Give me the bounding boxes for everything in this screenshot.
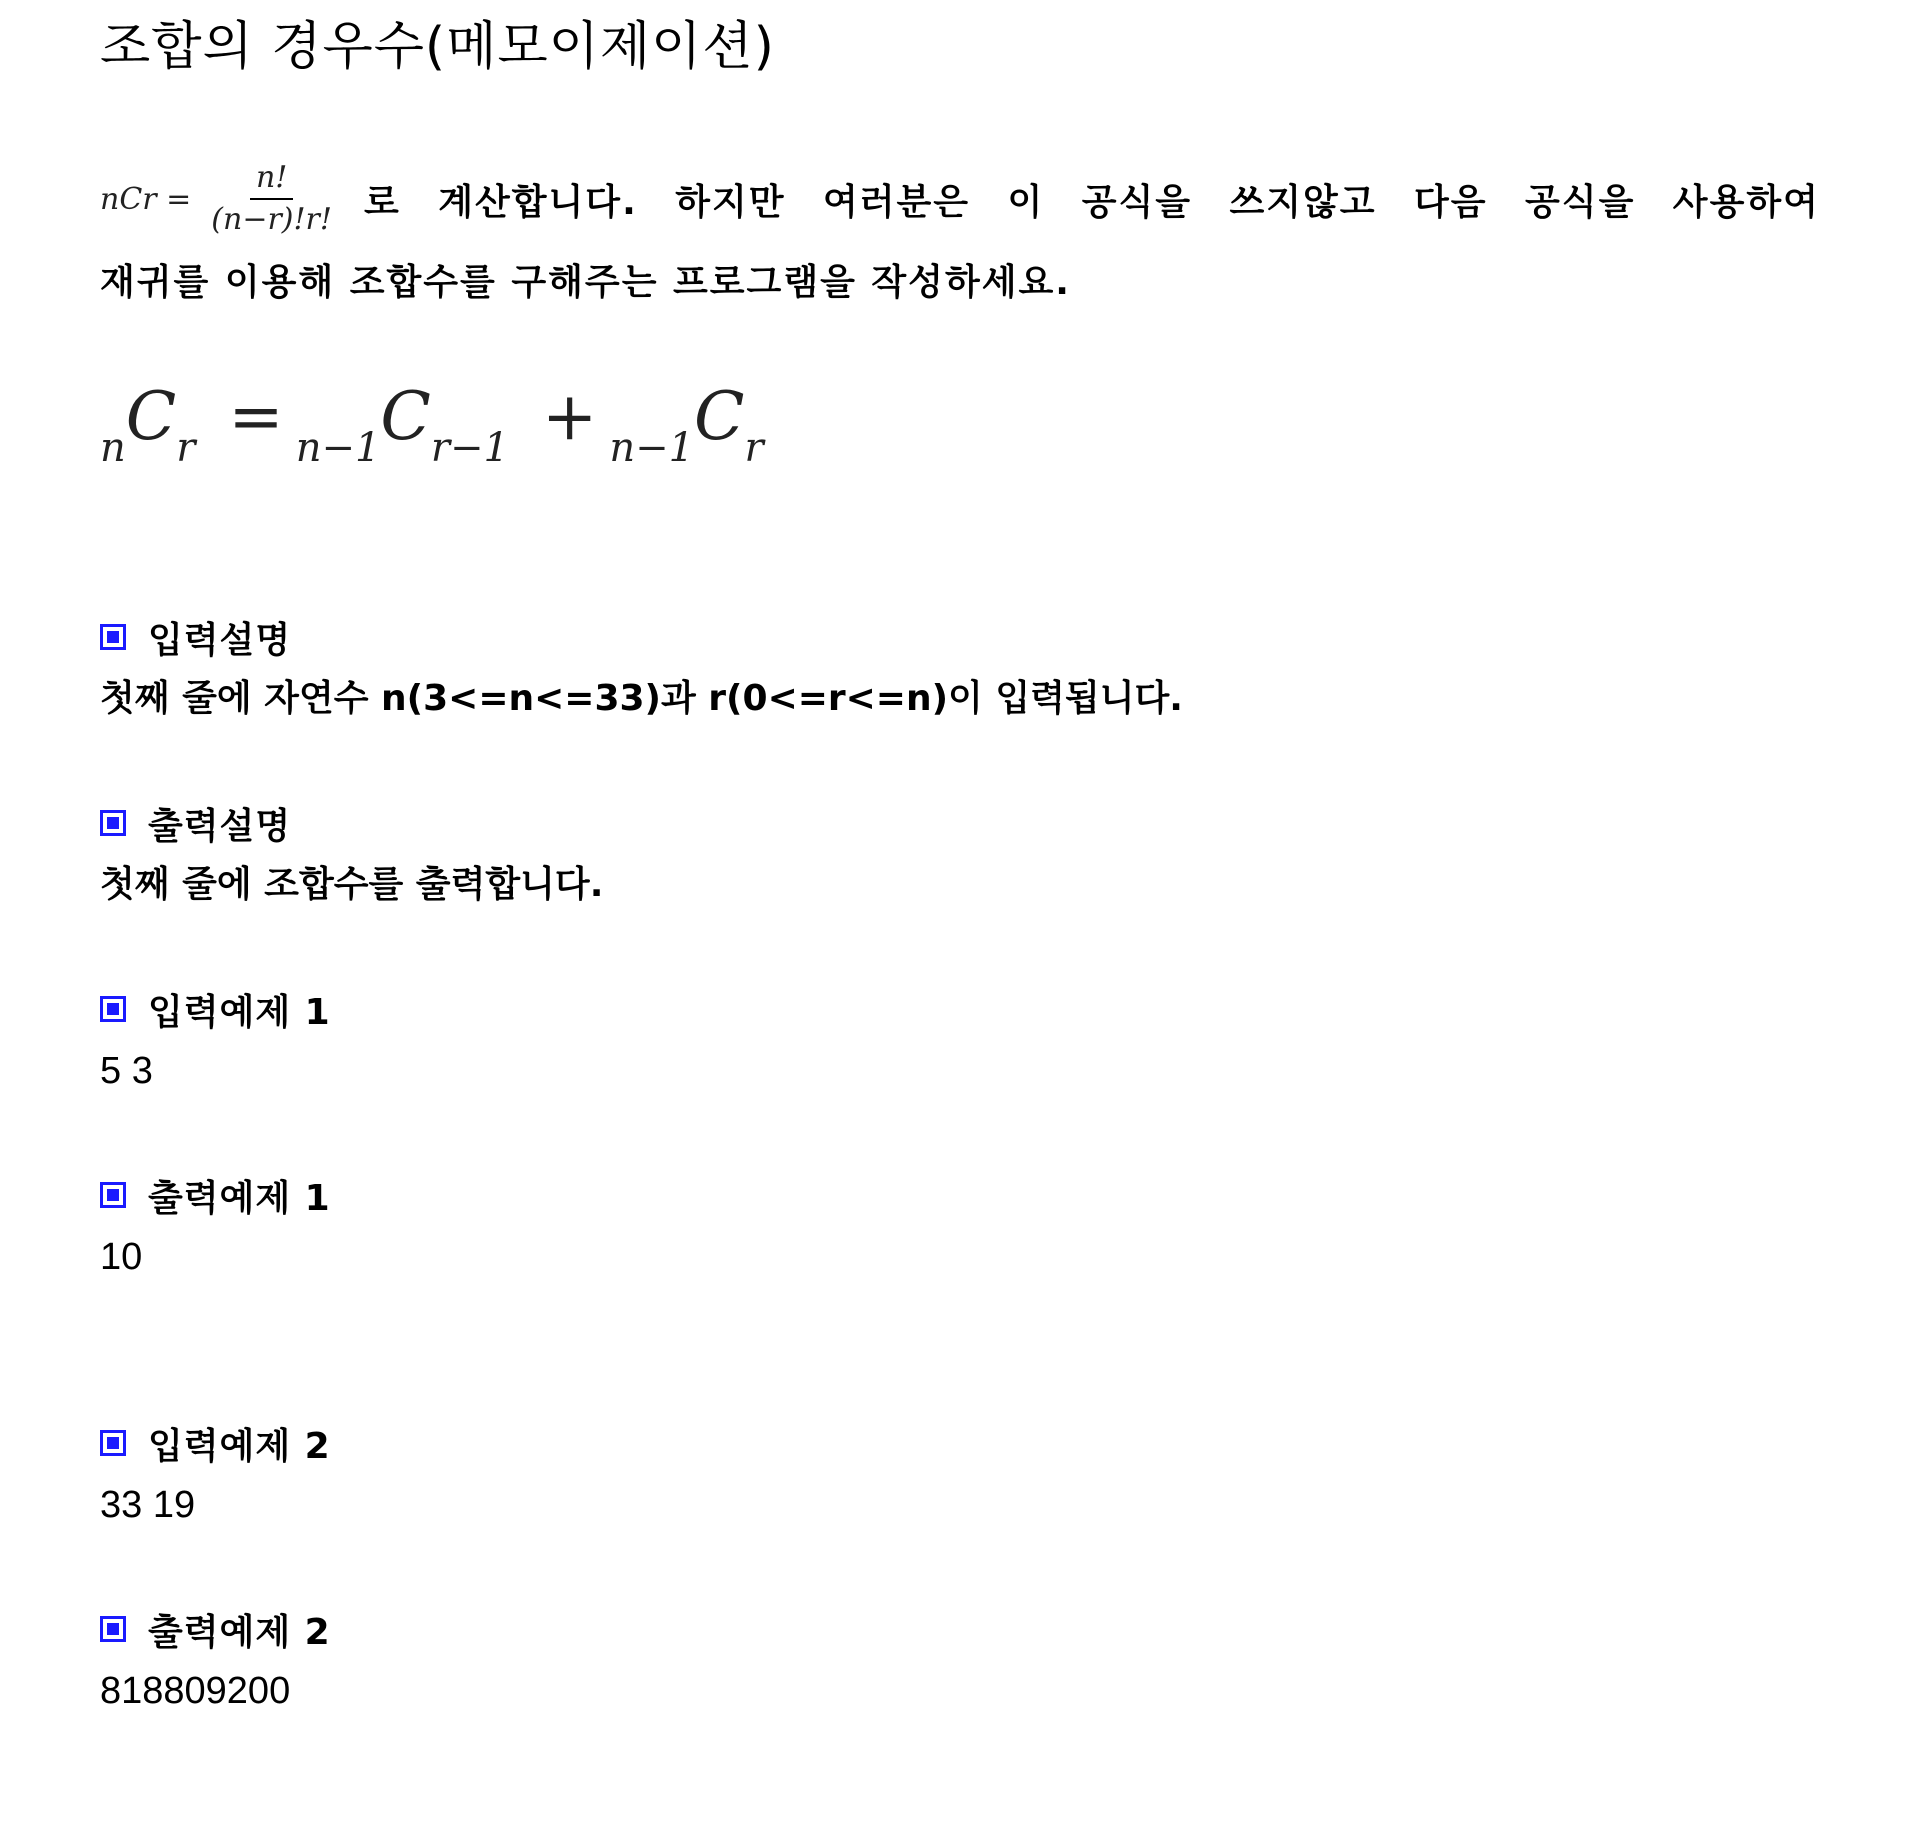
intro-word: 사용하여 — [1672, 181, 1820, 223]
term3-post-subscript: r — [744, 425, 764, 471]
intro-word: 다음 — [1414, 181, 1488, 223]
section-heading — [100, 612, 1183, 662]
input-description-section — [100, 612, 1183, 724]
input-example-1-section — [100, 984, 331, 1096]
blue-square-bullet-icon — [100, 1616, 126, 1642]
term1-c: C — [125, 378, 177, 455]
equals-sign: = — [228, 378, 284, 455]
section-body: 첫째 줄에 조합수를 출력합니다. — [100, 864, 604, 905]
section-heading-label: 입력설명 — [148, 619, 292, 661]
output-example-2-section — [100, 1604, 331, 1716]
ncr-formula — [100, 160, 338, 238]
section-heading — [100, 1418, 331, 1468]
term3-c: C — [694, 378, 745, 455]
intro-word: 여러분은 — [822, 181, 971, 223]
blue-square-bullet-icon — [100, 1182, 126, 1208]
recurrence-formula — [100, 378, 764, 471]
term3-pre-subscript: n−1 — [609, 425, 695, 471]
section-body: 5 3 — [100, 1050, 153, 1092]
intro-word: 로 — [363, 181, 401, 223]
intro-word: 하지만 — [675, 181, 786, 223]
section-heading — [100, 1170, 331, 1220]
blue-square-bullet-icon — [100, 1430, 126, 1456]
intro-word: 계산합니다. — [438, 181, 638, 223]
section-heading-label: 출력예제 2 — [148, 1611, 331, 1653]
intro-text — [364, 174, 1820, 225]
intro-line-1 — [100, 158, 1820, 240]
section-body: 첫째 줄에 자연수 n(3<=n<=33)과 r(0<=r<=n)이 입력됩니다. — [100, 678, 1183, 719]
formula-denominator: (n−r)!r! — [211, 202, 332, 237]
section-heading-label: 입력예제 2 — [148, 1425, 331, 1467]
term2-post-subscript: r−1 — [430, 425, 510, 471]
formula-numerator: n! — [250, 160, 293, 200]
term1-pre-subscript: n — [100, 425, 126, 471]
formula-fraction — [205, 160, 338, 238]
page-title: 조합의 경우수(메모이제이션) — [100, 17, 775, 77]
intro-word: 공식을 — [1525, 181, 1636, 223]
section-body: 818809200 — [100, 1670, 291, 1712]
output-example-1-section — [100, 1170, 331, 1282]
input-example-2-section — [100, 1418, 331, 1530]
section-heading-label: 출력예제 1 — [148, 1177, 331, 1219]
plus-sign: + — [542, 378, 598, 455]
intro-word: 쓰지않고 — [1229, 181, 1377, 223]
section-body: 10 — [100, 1236, 143, 1278]
intro-word: 공식을 — [1081, 181, 1193, 223]
blue-square-bullet-icon — [100, 810, 126, 836]
section-body: 33 19 — [100, 1484, 196, 1526]
blue-square-bullet-icon — [100, 624, 126, 650]
blue-square-bullet-icon — [100, 996, 126, 1022]
formula-lhs: nCr = — [100, 181, 192, 217]
section-heading — [100, 798, 603, 848]
output-description-section — [100, 798, 603, 910]
section-heading — [100, 984, 331, 1034]
section-heading-label: 입력예제 1 — [148, 991, 331, 1033]
intro-line-2: 재귀를 이용해 조합수를 구해주는 프로그램을 작성하세요. — [100, 262, 1071, 303]
term2-pre-subscript: n−1 — [295, 425, 381, 471]
intro-word: 이 — [1007, 181, 1045, 223]
section-heading-label: 출력설명 — [148, 805, 292, 847]
term1-post-subscript: r — [176, 425, 196, 471]
term2-c: C — [380, 378, 431, 455]
section-heading — [100, 1604, 331, 1654]
